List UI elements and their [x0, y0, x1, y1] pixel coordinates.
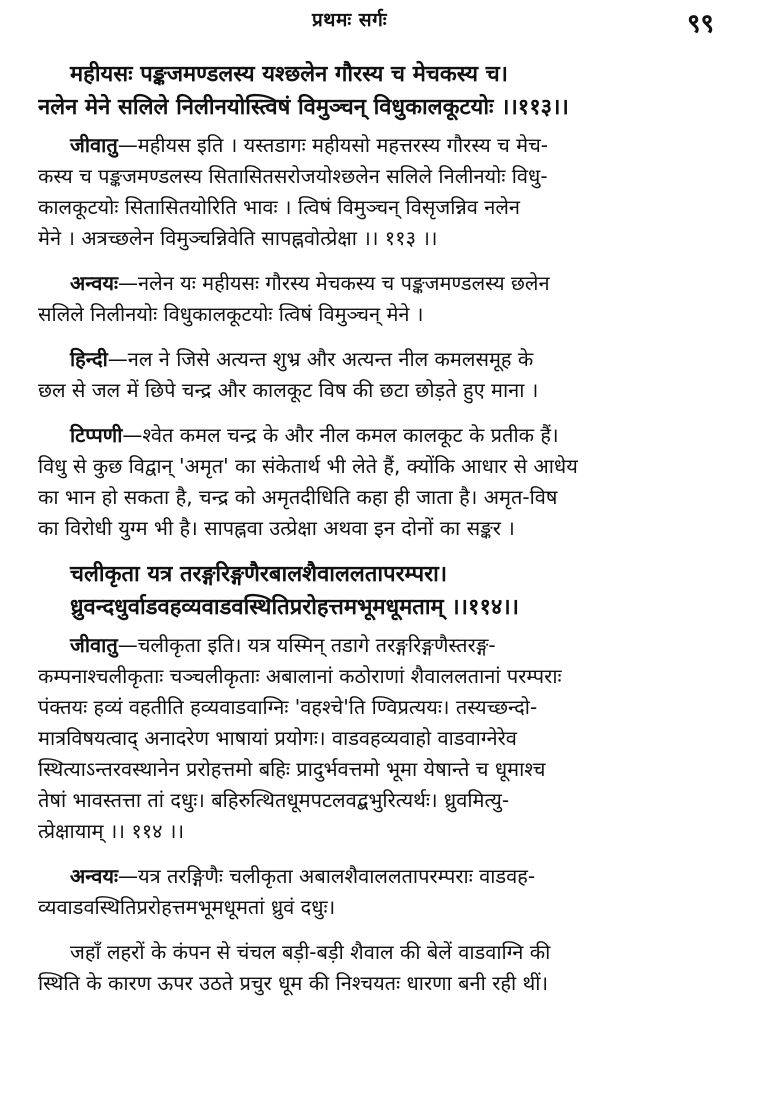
- commentary-line: त्प्रेक्षायाम् ।। ११४ ।।: [38, 819, 185, 843]
- page-header: [0, 6, 780, 39]
- hindi-label: हिन्दी: [70, 347, 108, 371]
- hindi-114: [38, 937, 738, 999]
- tippani-113: [38, 420, 738, 544]
- page-content: [38, 58, 738, 1013]
- jivatu-label: जीवातु: [70, 633, 118, 657]
- commentary-line: पंक्तयः हव्यं वहतीति हव्यवाडवाग्निः 'वहश्चे'ति ण्विप्रत्ययः। तस्यच्छन्दो-: [38, 695, 538, 719]
- anvaya-line: व्यवाडवस्थितिप्ररोहत्तमभूमधूमतां ध्रुवं दधुः।: [38, 895, 336, 919]
- verse-line: महीयसः पङ्कजमण्डलस्य यश्छलेन गौरस्य च मेचकस्य च।: [70, 62, 508, 87]
- commentary-jivatu-113: [38, 130, 738, 254]
- anvaya-114: [38, 861, 738, 923]
- jivatu-label: जीवातु: [70, 133, 118, 157]
- hindi-line: जहाँ लहरों के कंपन से चंचल बड़ी-बड़ी शैवाल की बेलें वाडवाग्नि की: [70, 940, 551, 964]
- page-number: ९९: [686, 9, 714, 39]
- tippani-line: —श्वेत कमल चन्द्र के और नील कमल कालकूट के प्रतीक हैं।: [122, 423, 559, 447]
- anvaya-label: अन्वयः: [70, 271, 119, 295]
- tippani-label: टिप्पणी: [70, 423, 123, 447]
- commentary-jivatu-114: [38, 630, 738, 847]
- tippani-line: विधु से कुछ विद्वान् 'अमृत' का संकेतार्थ भी लेते हैं, क्योंकि आधार से आधेय: [38, 454, 578, 478]
- commentary-line: कस्य च पङ्कजमण्डलस्य सितासितसरोजयोश्छलेन सलिले निलीनयोः विधु-: [38, 164, 548, 188]
- commentary-line: कालकूटयोः सितासितयोरिति भावः । त्विषं विमुञ्चन् विसृजन्निव नलेन: [38, 195, 521, 219]
- commentary-line: मात्रविषयत्वाद् अनादरेण भाषायां प्रयोगः। वाडवहव्यवाहो वाडवाग्नेरेव: [38, 726, 517, 750]
- hindi-line: —नल ने जिसे अत्यन्त शुभ्र और अत्यन्त नील कमलसमूह के: [107, 347, 534, 371]
- verse-line: चलीकृता यत्र तरङ्गरिङ्गणैरबालशैवाललतापरम्परा।: [70, 562, 448, 587]
- verse-line: ध्रुवन्दधुर्वाडवहव्यवाडवस्थितिप्ररोहत्तमभूमधूमताम् ।।११४।।: [70, 595, 520, 620]
- tippani-line: का विरोधी युग्म भी है। सापह्नवा उत्प्रेक्षा अथवा इन दोनों का सङ्कर ।: [38, 516, 515, 540]
- tippani-line: का भान हो सकता है, चन्द्र को अमृतदीधिति कहा ही जाता है। अमृत-विष: [38, 485, 558, 509]
- verse-line: नलेन मेने सलिले निलीनयोस्त्विषं विमुञ्चन् विधुकालकूटयोः ।।११३।।: [38, 95, 569, 120]
- anvaya-line: —यत्र तरङ्गिणैः चलीकृता अबालशैवाललतापरम्पराः वाडवह-: [118, 864, 536, 888]
- verse-114: [38, 558, 738, 624]
- commentary-line: स्थित्याऽन्तरवस्थानेन प्ररोहत्तमो बहिः प्रादुर्भवत्तमो भूमा येषान्ते च धूमाश्च: [38, 757, 546, 781]
- verse-113: [38, 58, 738, 124]
- commentary-line: तेषां भावस्तत्ता तां दधुः। बहिरुत्थितधूमपटलवद्बभुरित्यर्थः। ध्रुवमित्यु-: [38, 788, 510, 812]
- commentary-line: कम्पनाश्चलीकृताः चञ्चलीकृताः अबालानां कठोराणां शैवाललतानां परम्पराः: [38, 664, 562, 688]
- commentary-line: —चलीकृता इति। यत्र यस्मिन् तडागे तरङ्गरिङ्गणैस्तरङ्ग-: [117, 633, 496, 657]
- anvaya-line: —नलेन यः महीयसः गौरस्य मेचकस्य च पङ्कजमण्डलस्य छलेन: [118, 271, 550, 295]
- anvaya-label: अन्वयः: [70, 864, 119, 888]
- hindi-line: स्थिति के कारण ऊपर उठते प्रचुर धूम की निश्चयतः धारणा बनी रही थीं।: [38, 971, 549, 995]
- hindi-113: [38, 344, 738, 406]
- commentary-line: —महीयस इति । यस्तडागः महीयसो महत्तरस्य गौरस्य च मेच-: [117, 133, 549, 157]
- anvaya-line: सलिले निलीनयोः विधुकालकूटयोः त्विषं विमुञ्चन् मेने ।: [38, 302, 424, 326]
- anvaya-113: [38, 268, 738, 330]
- hindi-line: छल से जल में छिपे चन्द्र और कालकूट विष की छटा छोड़ते हुए माना ।: [38, 378, 539, 402]
- commentary-line: मेने । अत्रच्छलेन विमुञ्चन्निवेति सापह्नवोत्प्रेक्षा ।। ११३ ।।: [38, 226, 438, 250]
- chapter-title: प्रथमः सर्गः: [312, 9, 388, 31]
